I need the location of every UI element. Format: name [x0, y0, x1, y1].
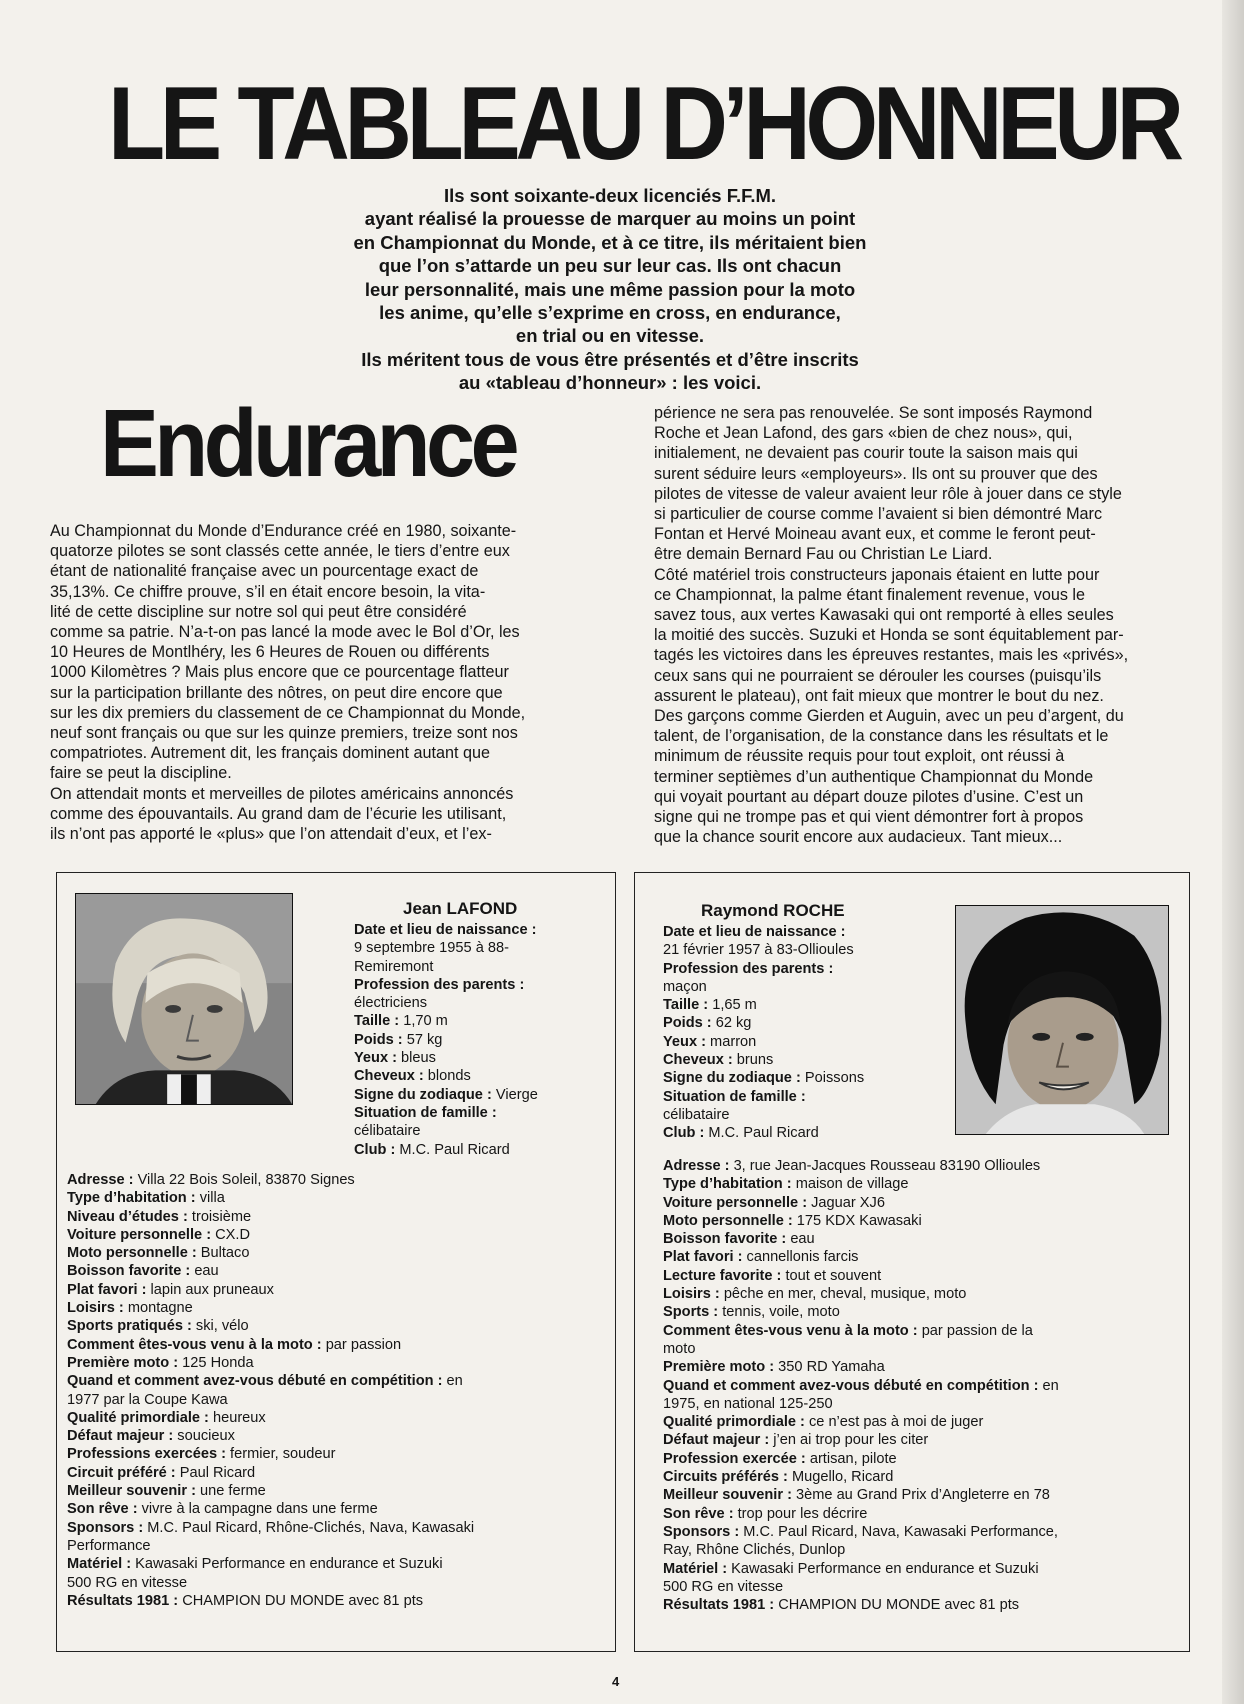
profile-field	[663, 1468, 1183, 1486]
article-column-left	[50, 521, 605, 844]
article-line: Des garçons comme Gierden et Auguin, avec un peu d’argent, du	[654, 707, 1124, 726]
profile-field	[663, 1340, 1183, 1358]
article-column-right	[654, 403, 1197, 847]
intro-paragraph	[260, 184, 960, 395]
field-label: Taille :	[354, 1013, 400, 1030]
field-value: lapin aux pruneaux	[146, 1281, 274, 1298]
field-label: Voiture personnelle :	[67, 1226, 212, 1243]
field-value: trop pour les décrire	[733, 1505, 868, 1522]
article-line: assurent le plateau), ont fait mieux que montrer le bout du nez.	[654, 686, 1104, 705]
field-value: une ferme	[195, 1483, 266, 1500]
field-value: montagne	[123, 1300, 193, 1317]
article-line: Côté matériel trois constructeurs japonais étaient en lutte pour	[654, 565, 1100, 584]
field-value: fermier, soudeur	[226, 1446, 336, 1463]
profile-field	[663, 996, 948, 1014]
field-label: Niveau d’études :	[67, 1208, 188, 1225]
field-label: Circuits préférés :	[663, 1469, 788, 1486]
profile-field	[663, 923, 948, 941]
field-label: Boisson favorite :	[663, 1231, 787, 1248]
profile-field	[354, 939, 604, 957]
field-value: eau	[190, 1263, 219, 1280]
section-title: Endurance	[100, 390, 516, 497]
article-line: sur les dix premiers du classement de ce Championnat du Monde,	[50, 703, 526, 722]
profile-card-roche	[634, 872, 1190, 1652]
article-line: être demain Bernard Fau ou Christian Le Liard.	[654, 545, 993, 564]
intro-line: au «tableau d’honneur» : les voici.	[458, 372, 762, 394]
article-line: ils n’ont pas apporté le «plus» que l’on attendait d’eux, et l’ex-	[50, 825, 492, 844]
field-label: Moto personnelle :	[67, 1245, 197, 1262]
profile-field	[663, 1106, 948, 1124]
profile-field	[354, 1031, 604, 1049]
field-value: 500 RG en vitesse	[663, 1578, 784, 1595]
profile-field	[663, 1033, 948, 1051]
profile-field	[663, 1450, 1183, 1468]
profile-field	[663, 978, 948, 996]
field-label: Yeux :	[354, 1050, 397, 1067]
profile-field	[67, 1427, 607, 1445]
field-label: Son rêve :	[67, 1501, 138, 1518]
field-value: Remiremont	[354, 958, 434, 975]
field-label: Quand et comment avez-vous débuté en compétition :	[67, 1373, 443, 1390]
field-value: Paul Ricard	[175, 1464, 256, 1481]
field-label: Poids :	[663, 1015, 712, 1032]
article-line: savez tous, aux vertes Kawasaki qui ont remporté à elles seules	[654, 606, 1114, 625]
field-value: 1975, en national 125-250	[663, 1395, 833, 1412]
profile-field	[663, 1088, 948, 1106]
field-value: 9 septembre 1955 à 88-	[354, 940, 509, 957]
field-value: Kawasaki Performance en endurance et Suzuki	[727, 1560, 1039, 1577]
profile-field	[663, 960, 948, 978]
profile-field	[354, 1141, 604, 1159]
profile-field	[354, 1012, 604, 1030]
page-number: 4	[612, 1674, 620, 1689]
profile-field	[67, 1391, 607, 1409]
article-line: 10 Heures de Montlhéry, les 6 Heures de Rouen ou différents	[50, 643, 490, 662]
field-label: Sponsors :	[663, 1523, 740, 1540]
article-line: minimum de réussite requis pour tout exploit, ont réussi à	[654, 747, 1065, 766]
article-line: comme sa patrie. N’a-t-on pas lancé la mode avec le Bol d’Or, les	[50, 623, 520, 642]
article-line: signe qui ne trompe pas et qui vient démontrer fort à propos	[654, 808, 1084, 827]
field-value: Jaguar XJ6	[807, 1194, 885, 1211]
field-value: vivre à la campagne dans une ferme	[137, 1501, 378, 1518]
field-value: maison de village	[791, 1176, 909, 1193]
field-label: Matériel :	[67, 1556, 132, 1573]
profile-field	[67, 1372, 607, 1390]
profile-field	[67, 1244, 607, 1262]
article-line: ce Championnat, la palme étant finalement revenue, vous le	[654, 585, 1086, 604]
intro-line: en trial ou en vitesse.	[515, 325, 705, 347]
profile-field	[67, 1354, 607, 1372]
profile-field	[67, 1262, 607, 1280]
article-line: Roche et Jean Lafond, des gars «bien de chez nous», qui,	[654, 424, 1073, 443]
field-label: Cheveux :	[663, 1052, 733, 1069]
article-line: talent, de l’organisation, de la constance dans les résultats et le	[654, 727, 1109, 746]
field-value: célibataire	[354, 1123, 421, 1140]
field-value: ce n’est pas à moi de juger	[804, 1414, 984, 1431]
profile-field	[663, 1069, 948, 1087]
article-line: terminer septièmes d’un authentique Championnat du Monde	[654, 767, 1094, 786]
profile-field	[663, 1413, 1183, 1431]
field-value: M.C. Paul Ricard	[704, 1125, 819, 1142]
profile-field	[67, 1445, 607, 1463]
field-value: ski, vélo	[191, 1318, 249, 1335]
field-label: Plat favori :	[663, 1249, 743, 1266]
field-label: Club :	[354, 1141, 396, 1158]
profile-fields-top-lafond	[354, 921, 604, 1159]
article-line: la moitié des succès. Suzuki et Honda se sont équitablement par-	[654, 626, 1124, 645]
field-label: Date et lieu de naissance :	[663, 924, 846, 940]
field-label: Profession exercée :	[663, 1450, 806, 1467]
field-value: Mugello, Ricard	[787, 1469, 894, 1486]
profile-fields-bottom-roche	[663, 1157, 1183, 1614]
profile-field	[67, 1336, 607, 1354]
field-value: 57 kg	[402, 1031, 443, 1048]
field-value: CHAMPION DU MONDE avec 81 pts	[774, 1597, 1020, 1614]
profile-field	[663, 1377, 1183, 1395]
field-value: tennis, voile, moto	[718, 1304, 840, 1321]
article-line: 35,13%. Ce chiffre prouve, s’il en était encore besoin, la vita-	[50, 582, 486, 601]
field-value: maçon	[663, 978, 707, 995]
field-value: 500 RG en vitesse	[67, 1574, 188, 1591]
article-line: ceux sans qui ne pourraient se dérouler les courses (puisqu’ils	[654, 666, 1102, 685]
intro-line: les anime, qu’elle s’exprime en cross, en endurance,	[379, 302, 841, 324]
field-label: Situation de famille :	[663, 1088, 806, 1105]
rider-name-lafond: Jean LAFOND	[403, 899, 518, 918]
field-value: villa	[195, 1190, 225, 1207]
profile-field	[663, 1267, 1183, 1285]
field-label: Première moto :	[67, 1354, 179, 1371]
field-label: Voiture personnelle :	[663, 1194, 808, 1211]
article-line: comme des épouvantails. Au grand dam de l’écurie les utilisant,	[50, 804, 507, 823]
field-label: Défaut majeur :	[663, 1432, 770, 1449]
field-label: Sports :	[663, 1304, 719, 1321]
profile-field	[67, 1299, 607, 1317]
field-value: artisan, pilote	[805, 1450, 897, 1467]
article-line: qui voyait pourtant au départ douze pilotes d’usine. C’est un	[654, 787, 1084, 806]
field-label: Adresse :	[663, 1158, 730, 1174]
profile-field	[663, 1303, 1183, 1321]
profile-field	[67, 1519, 607, 1537]
article-line: surent séduire leurs «employeurs». Ils ont su prouver que des	[654, 464, 1098, 483]
profile-field	[67, 1171, 607, 1189]
field-value: en	[442, 1373, 463, 1390]
profile-field	[354, 1049, 604, 1067]
field-label: Professions exercées :	[67, 1446, 226, 1463]
field-value: M.C. Paul Ricard, Nava, Kawasaki Performance,	[739, 1523, 1058, 1540]
article-line: périence ne sera pas renouvelée. Se sont imposés Raymond	[654, 404, 1093, 422]
field-label: Lecture favorite :	[663, 1267, 782, 1284]
profile-field	[663, 1285, 1183, 1303]
profile-field	[67, 1464, 607, 1482]
profile-fields-bottom-lafond	[67, 1171, 607, 1610]
profile-field	[67, 1555, 607, 1573]
article-line: pilotes de vitesse de valeur avaient leur rôle à jouer dans ce style	[654, 484, 1122, 503]
profile-field	[663, 1124, 948, 1142]
field-label: Sponsors :	[67, 1519, 144, 1536]
profile-field	[67, 1482, 607, 1500]
field-value: moto	[663, 1340, 696, 1357]
field-label: Qualité primordiale :	[663, 1414, 805, 1431]
field-label: Profession des parents :	[354, 976, 525, 993]
field-value: M.C. Paul Ricard	[395, 1141, 510, 1158]
field-value: soucieux	[173, 1428, 235, 1445]
field-label: Loisirs :	[67, 1300, 124, 1317]
profile-field	[67, 1500, 607, 1518]
profile-field	[663, 1014, 948, 1032]
profile-fields-top-roche	[663, 923, 948, 1143]
field-label: Taille :	[663, 997, 709, 1014]
field-value: 1,65 m	[708, 997, 757, 1014]
intro-line: ayant réalisé la prouesse de marquer au moins un point	[364, 208, 856, 230]
field-label: Club :	[663, 1125, 705, 1142]
profile-field	[663, 1505, 1183, 1523]
profile-field	[663, 1248, 1183, 1266]
profile-field	[67, 1317, 607, 1335]
article-line: étant de nationalité française avec un pourcentage exact de	[50, 562, 479, 581]
profile-field	[663, 1596, 1183, 1614]
field-label: Cheveux :	[354, 1068, 424, 1085]
article-line: initialement, ne devaient pas courir toute la saison mais qui	[654, 444, 1078, 463]
article-line: que la chance sourit encore aux audacieux. Tant mieux...	[654, 828, 1063, 847]
profile-field	[663, 1212, 1183, 1230]
field-value: Performance	[67, 1537, 151, 1554]
field-value: j’en ai trop pour les citer	[769, 1432, 929, 1449]
article-line: 1000 Kilomètres ? Mais plus encore que ce pourcentage flatteur	[50, 663, 509, 682]
profile-field	[663, 1560, 1183, 1578]
field-label: Circuit préféré :	[67, 1464, 176, 1481]
rider-name-roche: Raymond ROCHE	[701, 901, 845, 920]
profile-field	[67, 1409, 607, 1427]
profile-field	[663, 1523, 1183, 1541]
field-value: pêche en mer, cheval, musique, moto	[719, 1286, 967, 1303]
field-value: par passion	[321, 1336, 402, 1353]
field-label: Signe du zodiaque :	[663, 1070, 801, 1087]
profile-field	[354, 976, 604, 994]
article-line: quatorze pilotes se sont classés cette année, le tiers d’entre eux	[50, 542, 510, 561]
profile-field	[663, 1358, 1183, 1376]
field-label: Profession des parents :	[663, 960, 834, 977]
field-value: électriciens	[354, 995, 427, 1012]
field-value: troisième	[187, 1208, 252, 1225]
article-line: faire se peut la discipline.	[50, 764, 232, 783]
profile-field	[663, 1175, 1183, 1193]
field-value: bruns	[732, 1052, 774, 1069]
profile-field	[354, 1122, 604, 1140]
field-value: Ray, Rhône Clichés, Dunlop	[663, 1542, 846, 1559]
intro-line: que l’on s’attarde un peu sur leur cas. Ils ont chacun	[378, 255, 842, 277]
profile-field	[663, 1051, 948, 1069]
field-label: Sports pratiqués :	[67, 1318, 192, 1335]
profile-field	[663, 1431, 1183, 1449]
field-value: 3ème au Grand Prix d’Angleterre en 78	[791, 1487, 1050, 1504]
field-label: Situation de famille :	[354, 1104, 497, 1121]
field-label: Type d’habitation :	[663, 1176, 792, 1193]
profile-field	[354, 1104, 604, 1122]
field-value: blonds	[423, 1068, 471, 1085]
field-value: Villa 22 Bois Soleil, 83870 Signes	[133, 1172, 355, 1188]
field-label: Signe du zodiaque :	[354, 1086, 492, 1103]
profile-field	[67, 1208, 607, 1226]
profile-field	[354, 1067, 604, 1085]
field-value: en	[1038, 1377, 1059, 1394]
field-value: 21 février 1957 à 83-Ollioules	[663, 942, 854, 959]
field-label: Première moto :	[663, 1359, 775, 1376]
field-value: M.C. Paul Ricard, Rhône-Clichés, Nava, Kawasaki	[143, 1519, 475, 1536]
article-line: compatriotes. Autrement dit, les français dominent autant que	[50, 744, 491, 763]
field-value: 350 RD Yamaha	[774, 1359, 885, 1376]
field-label: Adresse :	[67, 1172, 134, 1188]
portrait-photo-lafond	[75, 893, 293, 1105]
field-value: Kawasaki Performance en endurance et Suzuki	[131, 1556, 443, 1573]
profile-field	[67, 1281, 607, 1299]
profile-field	[67, 1226, 607, 1244]
field-value: 125 Honda	[178, 1354, 254, 1371]
field-label: Type d’habitation :	[67, 1190, 196, 1207]
field-label: Résultats 1981 :	[663, 1597, 775, 1614]
intro-line: Ils méritent tous de vous être présentés et d’être inscrits	[361, 348, 859, 370]
profile-field	[663, 1157, 1183, 1175]
profile-field	[354, 958, 604, 976]
field-label: Quand et comment avez-vous débuté en compétition :	[663, 1377, 1039, 1394]
field-value: célibataire	[663, 1106, 730, 1123]
field-label: Date et lieu de naissance :	[354, 922, 537, 938]
field-value: 1977 par la Coupe Kawa	[67, 1391, 228, 1408]
field-value: CHAMPION DU MONDE avec 81 pts	[178, 1592, 424, 1609]
field-value: Vierge	[491, 1086, 538, 1103]
profile-field	[663, 1322, 1183, 1340]
field-value: heureux	[208, 1409, 266, 1426]
profile-field	[354, 1086, 604, 1104]
article-line: neuf sont français ou que sur les quinze premiers, treize sont nos	[50, 724, 518, 743]
profile-field	[663, 1541, 1183, 1559]
article-line: Au Championnat du Monde d’Endurance créé en 1980, soixante-	[50, 522, 517, 540]
field-value: eau	[786, 1231, 815, 1248]
article-line: sur la participation brillante des nôtres, on peut dire encore que	[50, 683, 503, 702]
field-value: Poissons	[800, 1070, 865, 1087]
field-label: Comment êtes-vous venu à la moto :	[67, 1336, 322, 1353]
profile-field	[67, 1592, 607, 1610]
field-value: 175 KDX Kawasaki	[792, 1212, 922, 1229]
profile-field	[663, 1230, 1183, 1248]
profile-field	[663, 1486, 1183, 1504]
field-label: Loisirs :	[663, 1286, 720, 1303]
field-label: Poids :	[354, 1031, 403, 1048]
article-line: Fontan et Hervé Moineau avant eux, et comme le feront peut-	[654, 525, 1096, 544]
field-value: 3, rue Jean-Jacques Rousseau 83190 Ollioules	[729, 1158, 1041, 1174]
profile-field	[67, 1574, 607, 1592]
profile-card-lafond	[56, 872, 616, 1652]
field-label: Meilleur souvenir :	[67, 1483, 196, 1500]
article-line: tagés les victoires dans les épreuves restantes, mais les «privés»,	[654, 646, 1129, 665]
field-value: par passion de la	[917, 1322, 1033, 1339]
page-edge	[1222, 0, 1244, 1704]
field-label: Plat favori :	[67, 1281, 147, 1298]
article-line: si particulier de course comme l’avaient si bien démontré Marc	[654, 505, 1103, 524]
field-label: Meilleur souvenir :	[663, 1487, 792, 1504]
page-title: LE TABLEAU D’HONNEUR	[108, 66, 1179, 182]
field-label: Défaut majeur :	[67, 1428, 174, 1445]
field-value: Bultaco	[196, 1245, 250, 1262]
field-value: bleus	[397, 1050, 436, 1067]
profile-field	[663, 941, 948, 959]
profile-field	[663, 1578, 1183, 1596]
profile-field	[663, 1395, 1183, 1413]
intro-line: Ils sont soixante-deux licenciés F.F.M.	[443, 185, 777, 206]
field-label: Moto personnelle :	[663, 1212, 793, 1229]
profile-field	[663, 1194, 1183, 1212]
field-label: Son rêve :	[663, 1505, 734, 1522]
profile-field	[354, 921, 604, 939]
field-value: 1,70 m	[399, 1013, 448, 1030]
field-value: cannellonis farcis	[742, 1249, 859, 1266]
profile-field	[354, 994, 604, 1012]
field-value: 62 kg	[711, 1015, 752, 1032]
intro-line: leur personnalité, mais une même passion pour la moto	[364, 278, 856, 300]
article-line: lité de cette discipline sur notre sol qui peut être considéré	[50, 602, 467, 621]
field-value: CX.D	[211, 1226, 250, 1243]
field-label: Boisson favorite :	[67, 1263, 191, 1280]
field-label: Matériel :	[663, 1560, 728, 1577]
field-label: Yeux :	[663, 1033, 706, 1050]
field-label: Comment êtes-vous venu à la moto :	[663, 1322, 918, 1339]
intro-line: en Championnat du Monde, et à ce titre, ils méritaient bien	[353, 231, 867, 253]
field-label: Résultats 1981 :	[67, 1592, 179, 1609]
article-line: On attendait monts et merveilles de pilotes américains annoncés	[50, 784, 514, 803]
field-value: tout et souvent	[781, 1267, 882, 1284]
field-value: marron	[706, 1033, 757, 1050]
field-label: Qualité primordiale :	[67, 1409, 209, 1426]
portrait-photo-roche	[955, 905, 1169, 1135]
profile-field	[67, 1537, 607, 1555]
profile-field	[67, 1189, 607, 1207]
